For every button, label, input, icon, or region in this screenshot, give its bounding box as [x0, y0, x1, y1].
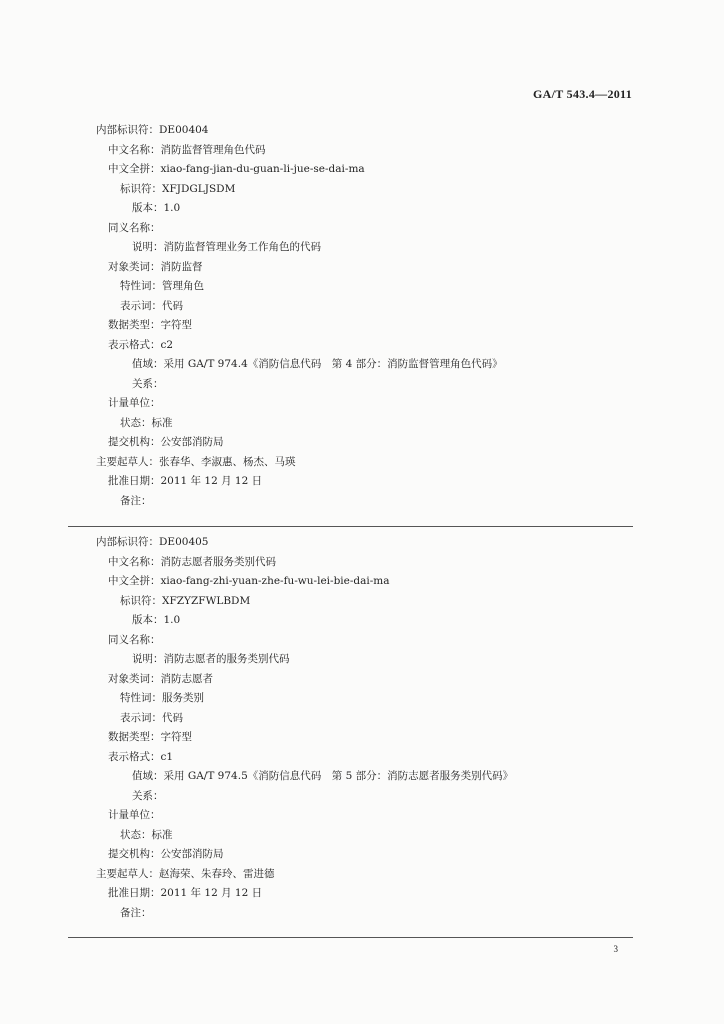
- field-row: [108, 433, 224, 451]
- field-value: 消防志愿者的服务类别代码: [163, 653, 290, 665]
- field-label: 备注：: [120, 906, 152, 919]
- field-label: 内部标识符：: [96, 124, 159, 136]
- field-row: [132, 767, 513, 785]
- field-row: [132, 199, 180, 217]
- field-value: 张春华、李淑惠、杨杰、马瑛: [159, 455, 296, 468]
- field-label: 表示格式：: [108, 750, 161, 763]
- page-number: 3: [613, 944, 618, 954]
- record-divider: [68, 526, 633, 527]
- field-row: [132, 238, 321, 256]
- field-label: 计量单位：: [108, 397, 161, 409]
- field-value: XFJDGLJSDM: [162, 182, 236, 195]
- field-label: 表示格式：: [108, 338, 161, 351]
- field-label: 说明：: [132, 653, 164, 665]
- field-row: [96, 121, 209, 139]
- field-label: 值域：: [132, 358, 164, 370]
- field-label: 计量单位：: [108, 809, 161, 821]
- field-row: [108, 748, 173, 766]
- field-value: c1: [160, 750, 174, 763]
- field-label: 批准日期：: [108, 887, 161, 899]
- field-value: 标准: [151, 828, 173, 841]
- field-row: [108, 845, 224, 863]
- field-label: 版本：: [132, 614, 164, 626]
- field-row: [108, 572, 390, 590]
- field-label: 中文名称：: [108, 143, 161, 156]
- field-value: 1.0: [163, 202, 181, 214]
- field-label: 表示词：: [120, 299, 162, 312]
- field-row: [120, 826, 173, 844]
- field-row: [120, 492, 152, 510]
- field-row: [96, 453, 296, 471]
- field-label: 特性词：: [120, 692, 162, 704]
- field-value: 赵海荣、朱春玲、雷进德: [159, 867, 275, 880]
- field-value: 公安部消防局: [160, 848, 224, 860]
- field-value: DE00405: [159, 536, 209, 548]
- footer-divider: [68, 937, 633, 938]
- field-label: 数据类型：: [108, 731, 161, 743]
- field-value: DE00404: [159, 124, 209, 136]
- field-row: [120, 689, 204, 707]
- field-row: [108, 316, 192, 334]
- field-row: [96, 533, 209, 551]
- field-label: 状态：: [120, 828, 152, 841]
- field-row: [108, 884, 262, 902]
- field-value: 消防志愿者服务类别代码: [160, 555, 276, 568]
- field-value: xiao-fang-zhi-yuan-zhe-fu-wu-lei-bie-dai-ma: [160, 575, 390, 587]
- field-row: [132, 355, 503, 373]
- field-row: [132, 650, 290, 668]
- field-row: [120, 592, 250, 610]
- field-row: [120, 414, 173, 432]
- field-label: 备注：: [120, 494, 152, 507]
- field-value: 公安部消防局: [160, 436, 224, 448]
- standard-code: GA/T 543.4—2011: [533, 87, 632, 101]
- field-row: [108, 141, 266, 159]
- field-label: 版本：: [132, 202, 164, 214]
- field-value: 管理角色: [162, 280, 204, 292]
- field-value: 代码: [162, 711, 183, 724]
- field-row: [108, 258, 203, 276]
- field-value: 代码: [162, 299, 183, 312]
- field-row: [120, 904, 152, 922]
- field-label: 对象类词：: [108, 260, 161, 273]
- field-label: 关系：: [132, 789, 164, 802]
- field-row: [108, 728, 192, 746]
- field-row: [120, 297, 183, 315]
- field-row: [108, 219, 161, 237]
- field-label: 同义名称：: [108, 221, 161, 234]
- field-label: 表示词：: [120, 711, 162, 724]
- field-value: 消防志愿者: [160, 672, 213, 685]
- field-label: 批准日期：: [108, 475, 161, 487]
- field-label: 中文全拼：: [108, 163, 161, 175]
- field-label: 主要起草人：: [96, 867, 159, 880]
- field-row: [120, 180, 235, 198]
- field-label: 提交机构：: [108, 436, 161, 448]
- field-value: c2: [160, 338, 174, 351]
- field-label: 标识符：: [120, 182, 162, 195]
- field-value: 2011 年 12 月 12 日: [160, 475, 263, 487]
- field-row: [108, 394, 161, 412]
- field-row: [108, 670, 213, 688]
- field-value: 采用 GA/T 974.5《消防信息代码 第 5 部分：消防志愿者服务类别代码》: [163, 770, 514, 782]
- field-label: 中文名称：: [108, 555, 161, 568]
- field-row: [108, 553, 276, 571]
- field-label: 主要起草人：: [96, 455, 159, 468]
- field-label: 提交机构：: [108, 848, 161, 860]
- field-row: [108, 336, 173, 354]
- field-label: 状态：: [120, 416, 152, 429]
- field-label: 同义名称：: [108, 633, 161, 646]
- field-value: 消防监督: [160, 260, 203, 273]
- field-label: 对象类词：: [108, 672, 161, 685]
- field-row: [108, 806, 161, 824]
- field-row: [132, 787, 164, 805]
- field-value: 消防监督管理角色代码: [160, 143, 266, 156]
- field-value: 字符型: [160, 319, 192, 331]
- field-value: XFZYZFWLBDM: [162, 594, 251, 607]
- field-value: 消防监督管理业务工作角色的代码: [163, 241, 321, 253]
- field-value: 服务类别: [162, 692, 204, 704]
- field-row: [120, 709, 183, 727]
- field-label: 中文全拼：: [108, 575, 161, 587]
- field-row: [108, 631, 161, 649]
- field-row: [132, 375, 164, 393]
- field-row: [120, 277, 204, 295]
- field-row: [132, 611, 180, 629]
- field-row: [108, 472, 262, 490]
- field-value: 2011 年 12 月 12 日: [160, 887, 263, 899]
- field-row: [96, 865, 275, 883]
- field-value: 标准: [151, 416, 173, 429]
- field-value: 1.0: [163, 614, 181, 626]
- field-label: 关系：: [132, 377, 164, 390]
- field-label: 数据类型：: [108, 319, 161, 331]
- field-label: 说明：: [132, 241, 164, 253]
- field-value: 采用 GA/T 974.4《消防信息代码 第 4 部分：消防监督管理角色代码》: [163, 358, 503, 370]
- field-value: xiao-fang-jian-du-guan-li-jue-se-dai-ma: [160, 163, 365, 175]
- field-value: 字符型: [160, 731, 192, 743]
- field-label: 特性词：: [120, 280, 162, 292]
- field-label: 值域：: [132, 770, 164, 782]
- field-label: 标识符：: [120, 594, 162, 607]
- field-row: [108, 160, 365, 178]
- field-label: 内部标识符：: [96, 536, 159, 548]
